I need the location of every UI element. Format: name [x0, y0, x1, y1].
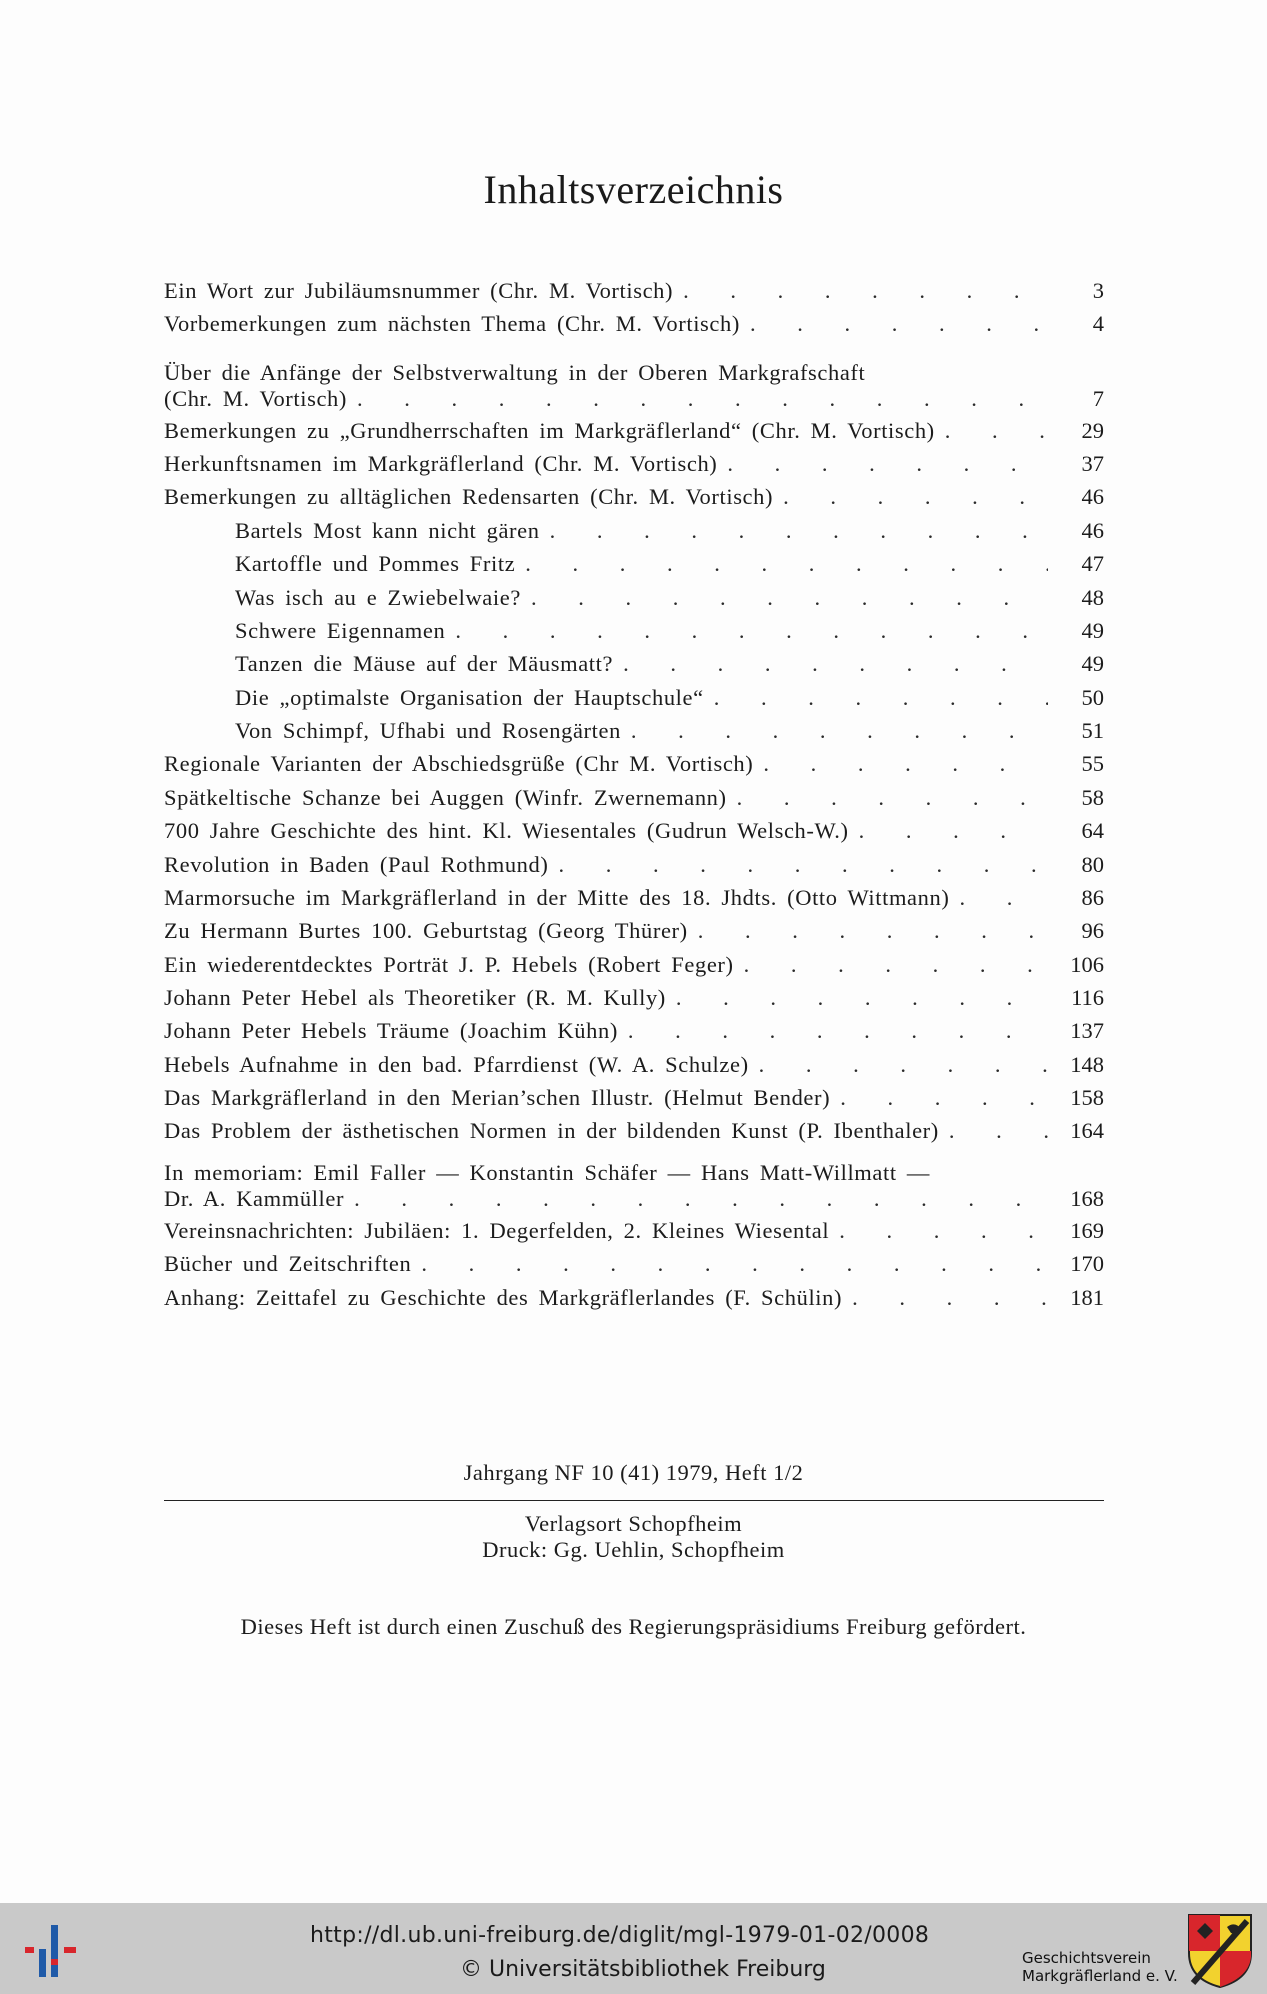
printer-line: Druck: Gg. Uehlin, Schopfheim: [482, 1537, 785, 1562]
dot-leader: [959, 885, 1048, 911]
toc-entry-title: Anhang: Zeittafel zu Geschichte des Markgräflerlandes (F. Schülin): [164, 1285, 843, 1310]
toc-entry-page: 55: [1081, 751, 1104, 776]
coat-of-arms-icon[interactable]: [1187, 1913, 1253, 1989]
toc-entry-title: Was isch au e Zwiebelwaie?: [235, 585, 521, 610]
toc-entry-page: 169: [1070, 1218, 1104, 1243]
dot-leader: [852, 1285, 1048, 1311]
toc-entry-page: 106: [1070, 952, 1104, 977]
toc-entry-title: Das Problem der ästhetischen Normen in der bildenden Kunst (P. Ibenthaler): [164, 1118, 939, 1143]
toc-entry-page: 48: [1081, 585, 1104, 610]
toc-entry-page: 4: [1092, 311, 1104, 336]
toc-entry: [164, 1112, 1104, 1144]
toc-entry-page: 49: [1081, 618, 1104, 643]
dot-leader: [550, 518, 1048, 544]
toc-entry-page: 158: [1070, 1085, 1104, 1110]
dot-leader: [840, 1085, 1048, 1111]
publisher-place: Verlagsort Schopfheim: [524, 1511, 743, 1536]
toc-entry: [164, 1245, 1104, 1277]
dot-leader: [531, 585, 1048, 611]
ub-freiburg-logo-icon[interactable]: [22, 1919, 82, 1981]
toc-entry-page: 170: [1070, 1251, 1104, 1276]
toc-entry-title: Herkunftsnamen im Markgräflerland (Chr. M. Vortisch): [164, 451, 718, 476]
dot-leader: [421, 1251, 1048, 1277]
toc-entry-title: Kartoffle und Pommes Fritz: [235, 551, 516, 576]
toc-entry: [164, 1012, 1104, 1044]
toc-entry-page: 181: [1070, 1285, 1104, 1310]
toc-entry: [164, 1160, 1104, 1212]
toc-entry-page: 137: [1070, 1018, 1104, 1043]
toc-entry: [164, 445, 1104, 477]
toc-entry-page: 47: [1081, 551, 1104, 576]
toc-entry-title: Ein wiederentdecktes Porträt J. P. Hebels (Robert Feger): [164, 952, 734, 977]
toc-entry-title: Tanzen die Mäuse auf der Mäusmatt?: [235, 651, 614, 676]
toc-entry: [164, 612, 1104, 644]
toc-entry-title: Johann Peter Hebel als Theoretiker (R. M. Kully): [164, 985, 666, 1010]
toc-entry-page: 46: [1081, 484, 1104, 509]
dot-leader: [525, 551, 1048, 577]
toc-entry-title: Bücher und Zeitschriften: [164, 1251, 412, 1276]
toc-entry-title: Marmorsuche im Markgräflerland in der Mitte des 18. Jhdts. (Otto Wittmann): [164, 885, 950, 910]
toc-entry-page: 37: [1081, 451, 1104, 476]
toc-entry-page: 7: [1092, 386, 1104, 411]
toc-entry: [164, 512, 1104, 544]
dot-leader: [623, 651, 1048, 677]
page-title: Inhaltsverzeichnis: [483, 167, 784, 212]
toc-entry-page: 49: [1081, 651, 1104, 676]
dot-leader: [455, 618, 1048, 644]
toc-entry: [164, 1046, 1104, 1078]
society-name-line1: Geschichtsverein: [1022, 1949, 1151, 1967]
toc-entry: [164, 412, 1104, 444]
toc-entry: [164, 912, 1104, 944]
toc-entry: [164, 478, 1104, 510]
toc-entry: [164, 812, 1104, 844]
dot-leader: [839, 1218, 1048, 1244]
dot-leader: [759, 1052, 1048, 1078]
dot-leader: [945, 418, 1048, 444]
toc-entry-title: Revolution in Baden (Paul Rothmund): [164, 852, 549, 877]
toc-entry-title: (Chr. M. Vortisch): [164, 386, 347, 411]
toc-entry: [164, 846, 1104, 878]
toc-entry-title: Hebels Aufnahme in den bad. Pfarrdienst (W. A. Schulze): [164, 1052, 749, 1077]
toc-entry-title: Das Markgräflerland in den Merian’schen Illustr. (Helmut Bender): [164, 1085, 831, 1110]
toc-entry-title: Spätkeltische Schanze bei Auggen (Winfr. Zwernemann): [164, 785, 727, 810]
dot-leader: [698, 918, 1048, 944]
society-name-line2: Markgräflerland e. V.: [1022, 1967, 1178, 1985]
toc-entry-page: 116: [1071, 985, 1104, 1010]
toc-entry-title: Schwere Eigennamen: [235, 618, 446, 643]
toc-entry-title: Regionale Varianten der Abschiedsgrüße (Chr M. Vortisch): [164, 751, 754, 776]
toc-entry-page: 51: [1081, 718, 1104, 743]
footer-bar: [0, 1903, 1267, 1994]
toc-entry-page: 80: [1081, 852, 1104, 877]
toc-entry-title: Vereinsnachrichten: Jubiläen: 1. Degerfelden, 2. Kleines Wiesental: [164, 1218, 830, 1243]
dot-leader: [357, 386, 1048, 412]
dot-leader: [949, 1118, 1048, 1144]
toc-entry-page: 46: [1081, 518, 1104, 543]
society-name: [1022, 1949, 1178, 1985]
dot-leader: [354, 1186, 1048, 1212]
dot-leader: [763, 751, 1048, 777]
dot-leader: [727, 451, 1048, 477]
toc-entry-title: Ein Wort zur Jubiläumsnummer (Chr. M. Vortisch): [164, 278, 674, 303]
toc-entry-title: Dr. A. Kammüller: [164, 1186, 345, 1211]
dot-leader: [714, 685, 1048, 711]
toc-entry: [164, 360, 1104, 412]
toc-entry-page: 148: [1070, 1052, 1104, 1077]
toc-entry-page: 50: [1081, 685, 1104, 710]
toc-entry-page: 29: [1081, 418, 1104, 443]
toc-entry-page: 58: [1081, 785, 1104, 810]
dot-leader: [744, 952, 1048, 978]
toc-entry: [164, 879, 1104, 911]
toc-entry: [164, 979, 1104, 1011]
toc-entry: [164, 645, 1104, 677]
toc-entry: [164, 305, 1104, 337]
toc-entry-title: Bartels Most kann nicht gären: [235, 518, 540, 543]
toc-entry-page: 96: [1081, 918, 1104, 943]
dot-leader: [676, 985, 1048, 1011]
toc-entry-page: 3: [1092, 278, 1104, 303]
toc-entry: [164, 272, 1104, 304]
divider-rule: [164, 1500, 1104, 1501]
dot-leader: [628, 1018, 1048, 1044]
volume-line: Jahrgang NF 10 (41) 1979, Heft 1/2: [463, 1460, 804, 1485]
funding-note: Dieses Heft ist durch einen Zuschuß des Regierungspräsidiums Freiburg gefördert.: [240, 1614, 1027, 1639]
dot-leader: [783, 484, 1048, 510]
toc-entry: [164, 679, 1104, 711]
toc-entry-page: 168: [1070, 1186, 1104, 1211]
toc-entry-page: 64: [1081, 818, 1104, 843]
toc-entry-title: Die „optimalste Organisation der Hauptschule“: [235, 685, 704, 710]
toc-entry-page: 86: [1081, 885, 1104, 910]
toc-entry-title: Zu Hermann Burtes 100. Geburtstag (Georg Thürer): [164, 918, 688, 943]
dot-leader: [683, 278, 1048, 304]
toc-entry: [164, 1079, 1104, 1111]
toc-entry-title: Johann Peter Hebels Träume (Joachim Kühn): [164, 1018, 618, 1043]
toc-entry-title-line1: Über die Anfänge der Selbstverwaltung in der Oberen Markgrafschaft: [164, 360, 866, 385]
toc-entry-title: 700 Jahre Geschichte des hint. Kl. Wiesentales (Gudrun Welsch-W.): [164, 818, 849, 843]
toc-entry-page: 164: [1070, 1118, 1104, 1143]
toc-entry: [164, 779, 1104, 811]
toc-entry-title: Bemerkungen zu „Grundherrschaften im Markgräflerland“ (Chr. M. Vortisch): [164, 418, 935, 443]
toc-entry: [164, 579, 1104, 611]
toc-entry-title: Vorbemerkungen zum nächsten Thema (Chr. M. Vortisch): [164, 311, 740, 336]
dot-leader: [750, 311, 1048, 337]
toc-entry: [164, 1212, 1104, 1244]
dot-leader: [631, 718, 1048, 744]
copyright-text: © Universitätsbibliothek Freiburg: [460, 1957, 826, 1982]
dot-leader: [558, 852, 1048, 878]
toc-entry-title-line1: In memoriam: Emil Faller — Konstantin Schäfer — Hans Matt-Willmatt —: [164, 1160, 931, 1185]
toc-entry: [164, 1279, 1104, 1311]
toc-entry: [164, 545, 1104, 577]
toc-entry: [164, 745, 1104, 777]
toc-entry-title: Bemerkungen zu alltäglichen Redensarten (Chr. M. Vortisch): [164, 484, 774, 509]
dot-leader: [737, 785, 1048, 811]
dot-leader: [859, 818, 1048, 844]
toc-entry: [164, 946, 1104, 978]
toc-entry-title: Von Schimpf, Ufhabi und Rosengärten: [235, 718, 621, 743]
toc-entry: [164, 712, 1104, 744]
document-url-link[interactable]: http://dl.ub.uni-freiburg.de/diglit/mgl-1979-01-02/0008: [310, 1923, 930, 1948]
